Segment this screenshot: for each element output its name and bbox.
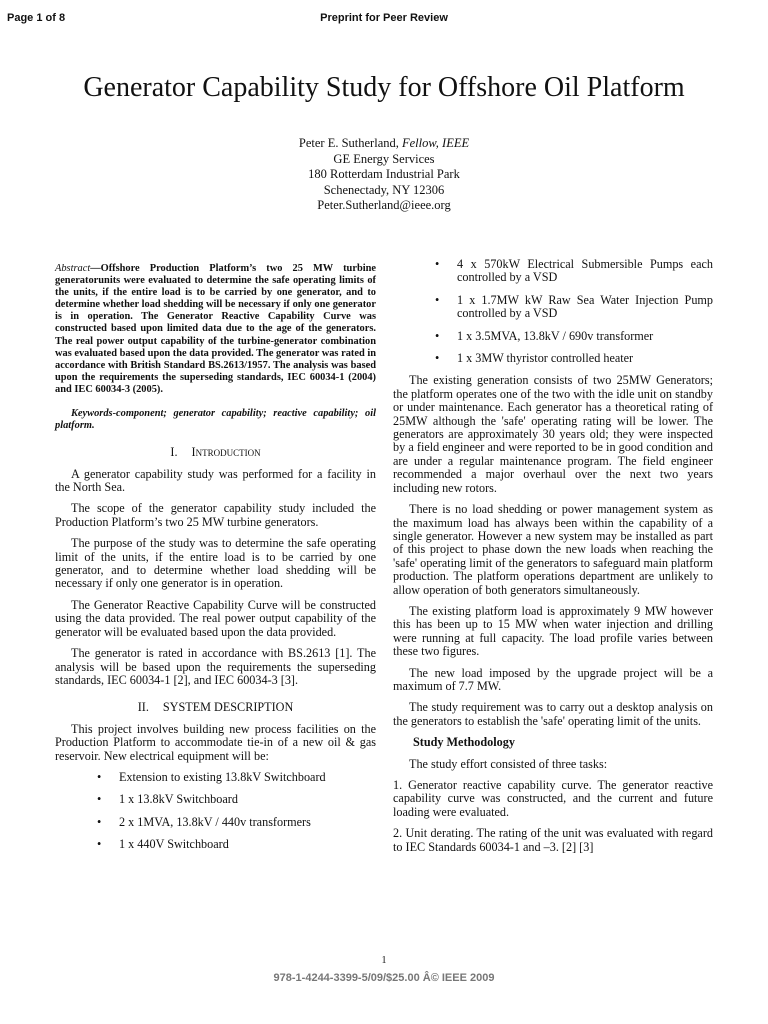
bullet-icon: •	[435, 328, 440, 343]
page-number-header: Page 1 of 8	[7, 12, 66, 24]
list-item-text: 1 x 3.5MVA, 13.8kV / 690v transformer	[457, 328, 654, 343]
affiliation-line: GE Energy Services	[333, 151, 435, 166]
list-item-text: Extension to existing 13.8kV Switchboard	[119, 769, 326, 784]
author-name: Peter E. Sutherland,	[298, 136, 402, 150]
abstract	[55, 263, 376, 396]
equipment-list-continued	[393, 258, 713, 365]
paragraph: The existing generation consists of two 25MW Generators; the platform operates one of the two with the idle unit on standby or under maintenance. Each generator has a theoretical rating of 25MW although the 'safe' operating rating will be lower. The generators are approximately 30 years old; they were inspected by a field engineer and were reported to be in good condition and are under a regular maintenance program. The field engineer recommended a major overhaul over the next two years including new rotors.	[393, 373, 713, 495]
bullet-icon: •	[97, 837, 102, 852]
left-column	[55, 263, 376, 861]
paragraph: The new load imposed by the upgrade project will be a maximum of 7.7 MW.	[393, 665, 713, 693]
list-item-text: 1 x 3MW thyristor controlled heater	[457, 351, 634, 366]
section-heading-system-description	[55, 701, 376, 714]
abstract-label: Abstract	[55, 263, 91, 274]
section-title: SYSTEM DESCRIPTION	[162, 700, 294, 715]
section-heading-introduction	[55, 446, 376, 459]
affiliation-line: Schenectady, NY 12306	[323, 182, 445, 197]
bullet-icon: •	[97, 792, 102, 807]
bullet-icon: •	[435, 292, 440, 307]
section-number: I.	[170, 445, 178, 460]
bullet-icon: •	[97, 769, 102, 784]
list-item	[393, 352, 713, 365]
numbered-item: 1. Generator reactive capability curve. The generator reactive capability curve was constructed, and the current and future loading were evaluated.	[393, 778, 713, 819]
list-item	[393, 258, 713, 285]
section-number: II.	[137, 700, 149, 715]
paragraph: The existing platform load is approximately 9 MW however this has been up to 15 MW when water injection and drilling were running at full capacity. The load profile varies between these two figures.	[393, 603, 713, 659]
abstract-text: —Offshore Production Platform’s two 25 MW turbine generatorunits were evaluated to determine the safe operating limits of the units, if the entire load is to be carried by one generator, and to determine whether load shedding will be necessary if only one generator is in operation. The Generator Reactive Capability Curve was constructed based upon limited data due to the age of the generators. The real power output capability of the turbine-generator combination was evaluated based upon the data provided. The generator was rated in accordance with British Standard BS.2613/1957. The analysis was based upon the requirements the superseding standards, IEC 60034-1 (2004) and IEC 60034-3 (2005).	[55, 263, 376, 395]
paragraph: The scope of the generator capability study included the Production Platform’s two 25 MW turbine generators.	[55, 501, 376, 529]
bullet-icon: •	[435, 257, 440, 271]
list-item	[55, 838, 376, 851]
section-title: Introduction	[191, 445, 261, 460]
author-block	[0, 136, 768, 214]
paragraph: The purpose of the study was to determine the safe operating limit of the units, if the entire load is to be carried by one generator, and to determine whether load shedding will be necessary if only one generator is in operation.	[55, 536, 376, 591]
bullet-icon: •	[435, 351, 440, 366]
right-column	[393, 258, 713, 862]
list-item	[55, 793, 376, 806]
copyright-footer: 978-1-4244-3399-5/09/$25.00 Â© IEEE 2009	[273, 972, 495, 984]
page-number-footer: 1	[381, 955, 387, 966]
list-item-text: 1 x 13.8kV Switchboard	[119, 792, 238, 807]
list-item-text: 1 x 440V Switchboard	[119, 837, 229, 852]
paragraph: The study effort consisted of three tasks:	[409, 756, 608, 771]
paragraph: A generator capability study was performed for a facility in the North Sea.	[55, 466, 376, 495]
list-item	[55, 771, 376, 784]
keywords: Keywords-component; generator capability; reactive capability; oil platform.	[55, 408, 376, 432]
author-email: Peter.Sutherland@ieee.org	[317, 198, 451, 212]
paragraph: The study requirement was to carry out a desktop analysis on the generators to establish the 'safe' operating limit of the units.	[393, 700, 713, 728]
list-item-text: 1 x 1.7MW kW Raw Sea Water Injection Pump controlled by a VSD	[457, 292, 713, 321]
subsection-heading: Study Methodology	[413, 735, 515, 750]
author-line	[0, 136, 768, 152]
paper-title: Generator Capability Study for Offshore Oil Platform	[83, 72, 685, 103]
paragraph: There is no load shedding or power management system as the maximum load has always been within the capability of a single generator. However a new system may be installed as part of this project to phase down the new loads when reaching the 'safe' operating limit of the generators to safeguard main platform production. The platform operations department are unlikely to allow operation of both generators simultaneously.	[393, 502, 713, 597]
numbered-item: 2. Unit derating. The rating of the unit was evaluated with regard to IEC Standards 60034-1 and –3. [2] [3]	[393, 826, 713, 854]
author-grade: Fellow, IEEE	[402, 136, 470, 150]
paragraph: This project involves building new process facilities on the Production Platform to accommodate tie-in of a new oil & gas reservoir. New electrical equipment will be:	[55, 721, 376, 763]
affiliation-line: 180 Rotterdam Industrial Park	[308, 167, 460, 181]
paragraph: The Generator Reactive Capability Curve will be constructed using the data provided. The real power output capability of the generator will be evaluated based upon the data provided.	[55, 597, 376, 639]
list-item-text: 4 x 570kW Electrical Submersible Pumps each controlled by a VSD	[457, 257, 713, 285]
preprint-header: Preprint for Peer Review	[320, 12, 448, 24]
list-item-text: 2 x 1MVA, 13.8kV / 440v transformers	[119, 814, 311, 829]
equipment-list	[55, 771, 376, 852]
bullet-icon: •	[97, 814, 102, 829]
list-item	[55, 816, 376, 829]
list-item	[393, 330, 713, 343]
paragraph: The generator is rated in accordance with BS.2613 [1]. The analysis will be based upon the requirements the superseding standards, IEC 60034-1 [2], and IEC 60034-3 [3].	[55, 646, 376, 687]
list-item	[393, 294, 713, 321]
